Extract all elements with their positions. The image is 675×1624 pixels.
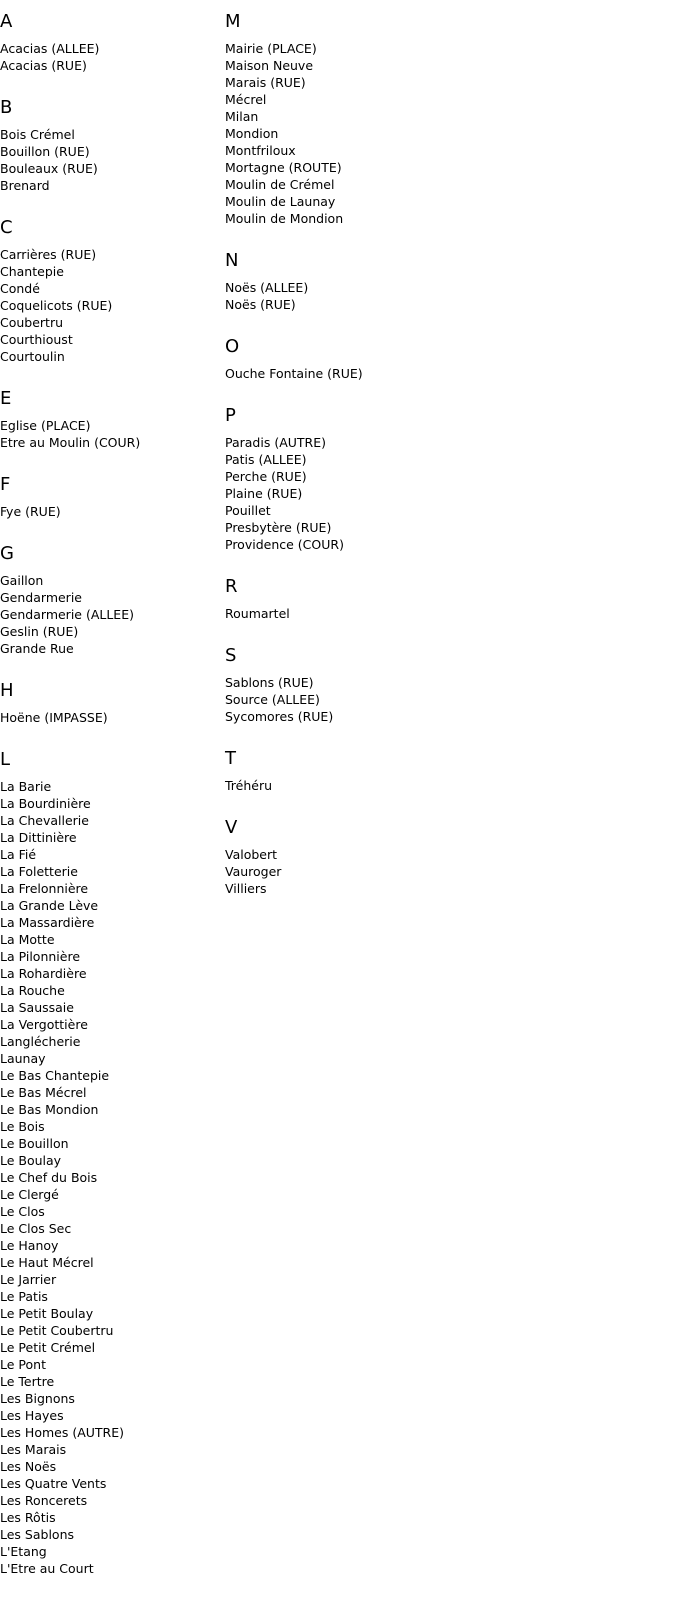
street-item: Le Bas Mécrel [0,1085,87,1100]
street-item: Launay [0,1051,46,1066]
street-item: La Chevallerie [0,813,89,828]
street-item: Le Bas Mondion [0,1102,99,1117]
street-item: La Dittinière [0,830,77,845]
letter-heading: C [0,217,13,238]
street-item: Roumartel [225,606,290,621]
street-item: Paradis (AUTRE) [225,435,327,450]
street-item: Mairie (PLACE) [225,41,317,56]
street-item: Villiers [225,881,267,896]
letter-group-s [225,634,485,725]
street-list [225,605,485,622]
street-item: Le Petit Boulay [0,1306,94,1321]
street-item: Le Bouillon [0,1136,69,1151]
street-item: La Bourdinière [0,796,91,811]
street-item: Milan [225,109,259,124]
street-item: Le Pont [0,1357,46,1372]
street-list [0,417,215,451]
street-index-column-left [0,0,215,1589]
letter-heading: B [0,97,13,118]
street-item: Noës (ALLEE) [225,280,309,295]
street-item: La Pilonnière [0,949,81,964]
letter-group-l [0,738,215,1577]
street-item: La Grande Lève [0,898,99,913]
letter-group-o [225,325,485,382]
street-item: La Rouche [0,983,65,998]
street-item: Hoëne (IMPASSE) [0,710,108,725]
street-list [0,709,215,726]
street-item: Etre au Moulin (COUR) [0,435,141,450]
street-item: L'Etang [0,1544,47,1559]
letter-heading: M [225,11,241,32]
street-item: Le Hanoy [0,1238,59,1253]
street-item: La Fié [0,847,37,862]
street-item: Courtoulin [0,349,65,364]
letter-group-b [0,86,215,194]
letter-group-e [0,377,215,451]
street-item: Sycomores (RUE) [225,709,334,724]
street-index-column-right [225,0,485,909]
street-item: La Saussaie [0,1000,74,1015]
street-item: Sablons (RUE) [225,675,314,690]
letter-heading: F [0,474,11,495]
street-item: Plaine (RUE) [225,486,303,501]
street-item: Le Bas Chantepie [0,1068,110,1083]
street-item: Le Clos Sec [0,1221,72,1236]
street-item: Langlécherie [0,1034,81,1049]
street-item: La Barie [0,779,52,794]
street-item: Ouche Fontaine (RUE) [225,366,363,381]
letter-group-m [225,0,485,227]
letter-group-t [225,737,485,794]
street-item: Les Marais [0,1442,67,1457]
street-item: Providence (COUR) [225,537,344,552]
street-list [0,503,215,520]
street-item: Mécrel [225,92,267,107]
street-list [225,846,485,897]
letter-heading: H [0,680,14,701]
letter-heading: O [225,336,240,357]
street-item: Les Quatre Vents [0,1476,107,1491]
street-item: Acacias (RUE) [0,58,87,73]
street-item: Les Sablons [0,1527,75,1542]
street-item: La Massardière [0,915,95,930]
letter-group-f [0,463,215,520]
letter-group-r [225,565,485,622]
street-item: Presbytère (RUE) [225,520,332,535]
letter-heading: T [225,748,236,769]
street-item: Tréhéru [225,778,273,793]
street-item: Le Jarrier [0,1272,57,1287]
letter-heading: S [225,645,237,666]
street-list [0,40,215,74]
street-item: La Foletterie [0,864,78,879]
street-item: Moulin de Launay [225,194,336,209]
street-item: Vauroger [225,864,282,879]
street-item: Le Tertre [0,1374,55,1389]
street-list [225,674,485,725]
street-item: Les Roncerets [0,1493,88,1508]
street-item: Le Patis [0,1289,48,1304]
street-item: Pouillet [225,503,271,518]
letter-heading: N [225,250,239,271]
letter-heading: V [225,817,238,838]
street-item: Le Clergé [0,1187,59,1202]
street-item: Bouillon (RUE) [0,144,90,159]
street-item: La Motte [0,932,55,947]
street-item: Le Chef du Bois [0,1170,98,1185]
street-item: La Vergottière [0,1017,88,1032]
letter-group-a [0,0,215,74]
street-item: La Rohardière [0,966,87,981]
street-item: Le Haut Mécrel [0,1255,94,1270]
street-item: Carrières (RUE) [0,247,97,262]
letter-heading: A [0,11,13,32]
street-item: Les Hayes [0,1408,64,1423]
street-list [0,246,215,365]
letter-heading: R [225,576,238,597]
street-item: Les Noës [0,1459,57,1474]
street-list [0,126,215,194]
street-item: Le Petit Coubertru [0,1323,114,1338]
street-list [0,572,215,657]
street-item: Gendarmerie (ALLEE) [0,607,134,622]
street-item: Moulin de Crémel [225,177,335,192]
letter-heading: E [0,388,12,409]
letter-group-g [0,532,215,657]
letter-group-p [225,394,485,553]
street-item: Le Boulay [0,1153,62,1168]
street-item: Patis (ALLEE) [225,452,307,467]
street-item: L'Etre au Court [0,1561,94,1576]
street-list [225,279,485,313]
street-item: Chantepie [0,264,64,279]
street-item: Coubertru [0,315,64,330]
street-item: Gaillon [0,573,44,588]
street-item: Le Petit Crémel [0,1340,96,1355]
street-item: Bois Crémel [0,127,75,142]
street-item: Les Homes (AUTRE) [0,1425,124,1440]
street-list [225,365,485,382]
street-item: Acacias (ALLEE) [0,41,100,56]
street-item: Moulin de Mondion [225,211,344,226]
letter-heading: G [0,543,14,564]
street-item: Le Clos [0,1204,45,1219]
letter-group-c [0,206,215,365]
street-item: Les Rôtis [0,1510,56,1525]
street-item: Condé [0,281,40,296]
street-item: Les Bignons [0,1391,75,1406]
street-item: Bouleaux (RUE) [0,161,98,176]
street-item: Brenard [0,178,50,193]
street-item: Gendarmerie [0,590,82,605]
street-list [225,434,485,553]
street-item: Valobert [225,847,278,862]
street-item: Coquelicots (RUE) [0,298,113,313]
street-item: Grande Rue [0,641,74,656]
letter-group-n [225,239,485,313]
letter-group-h [0,669,215,726]
street-item: Maison Neuve [225,58,314,73]
street-item: Perche (RUE) [225,469,307,484]
street-item: Mortagne (ROUTE) [225,160,342,175]
letter-heading: L [0,749,11,770]
street-item: Mondion [225,126,279,141]
street-item: Noës (RUE) [225,297,296,312]
street-list [225,777,485,794]
street-list [0,778,215,1577]
street-list [225,40,485,227]
street-item: Marais (RUE) [225,75,306,90]
street-item: Source (ALLEE) [225,692,320,707]
letter-heading: P [225,405,236,426]
street-item: La Frelonnière [0,881,89,896]
street-item: Geslin (RUE) [0,624,79,639]
street-item: Le Bois [0,1119,45,1134]
street-item: Fye (RUE) [0,504,61,519]
street-item: Courthioust [0,332,73,347]
street-item: Montfriloux [225,143,296,158]
letter-group-v [225,806,485,897]
street-item: Eglise (PLACE) [0,418,91,433]
